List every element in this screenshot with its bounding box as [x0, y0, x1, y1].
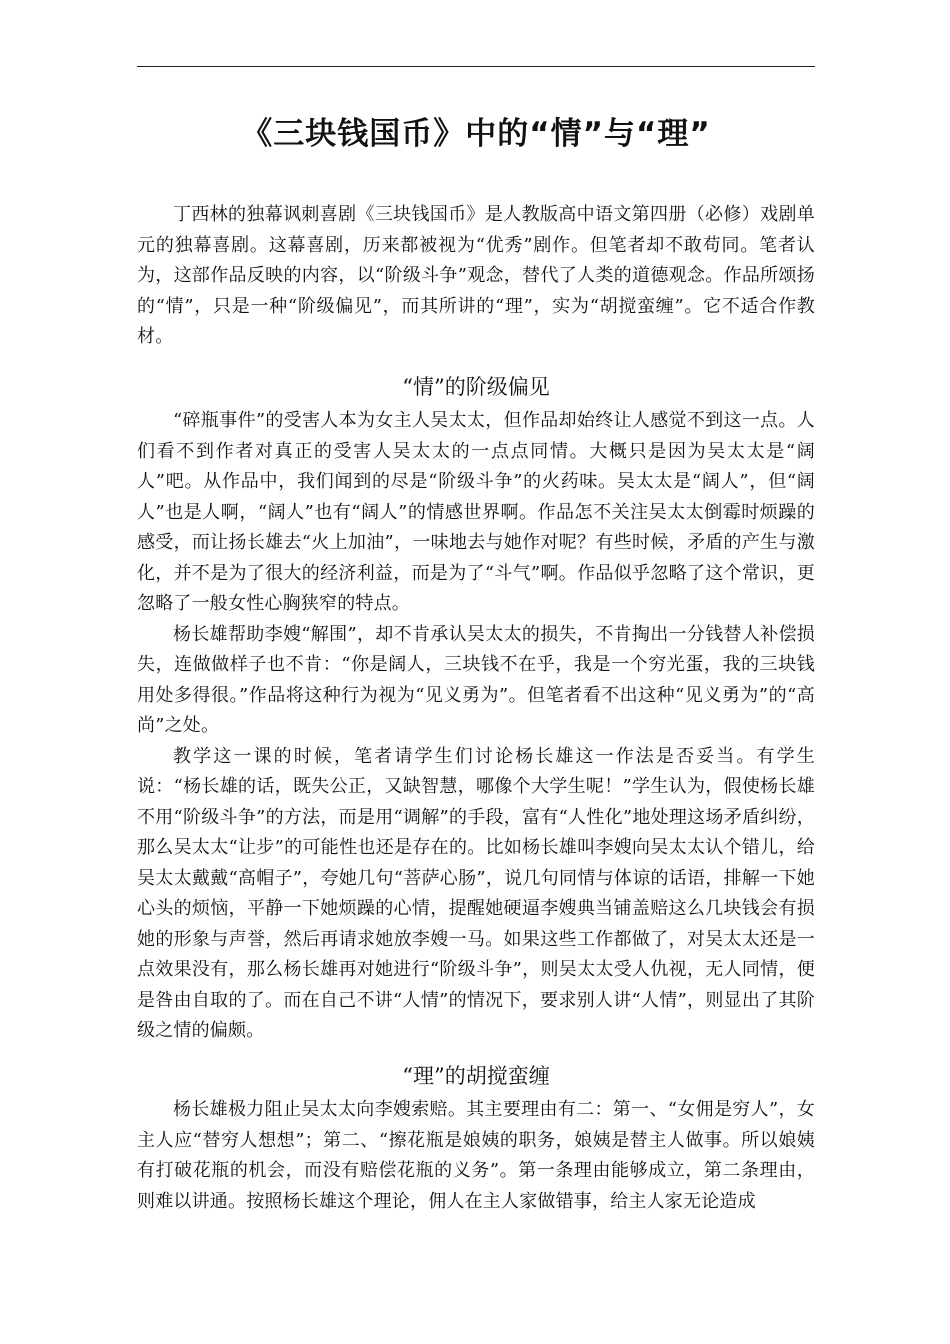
section-heading-qing: “情”的阶级偏见 — [402, 375, 550, 399]
intro-block — [137, 200, 815, 353]
document-title: 《三块钱国币》中的“情”与“理” — [241, 116, 711, 152]
intro-paragraph: 丁西林的独幕讽刺喜剧《三块钱国币》是人教版高中语文第四册（必修）戏剧单元的独幕喜剧。这幕喜剧，历来都被视为“优秀”剧作。但笔者却不敢苟同。笔者认为，这部作品反映的内容，以“阶级斗争”观念，替代了人类的道德观念。作品所颂扬的“情”，只是一种“阶级偏见”，而其所讲的“理”，实为“胡搅蛮缠”。它不适合作教材。 — [137, 204, 815, 347]
section-body-li — [137, 1095, 815, 1217]
paragraph: “碎瓶事件”的受害人本为女主人吴太太，但作品却始终让人感觉不到这一点。人们看不到作者对真正的受害人吴太太的一点点同情。大概只是因为吴太太是“阔人”吧。从作品中，我们闻到的尽是“阶级斗争”的火药味。吴太太是“阔人”，但“阔人”也是人啊，“阔人”也有“阔人”的情感世界啊。作品怎不关注吴太太倒霉时烦躁的感受，而让扬长雄去“火上加油”，一味地去与她作对呢？有些时候，矛盾的产生与激化，并不是为了很大的经济利益，而是为了“斗气”啊。作品似乎忽略了这个常识，更忽略了一般女性心胸狭窄的特点。 — [137, 410, 815, 614]
section-body-qing — [137, 406, 815, 1047]
header-rule — [137, 66, 815, 67]
paragraph: 教学这一课的时候，笔者请学生们讨论杨长雄这一作法是否妥当。有学生说：“杨长雄的话，既失公正，又缺智慧，哪像个大学生呢！”学生认为，假使杨长雄不用“阶级斗争”的方法，而是用“调解”的手段，富有“人性化”地处理这场矛盾纠纷，那么吴太太“让步”的可能性也还是存在的。比如杨长雄叫李嫂向吴太太认个错儿，给吴太太戴戴“高帽子”，夸她几句“菩萨心肠”，说几句同情与体谅的话语，排解一下她心头的烦恼，平静一下她烦躁的心情，提醒她硬逼李嫂典当铺盖赔这么几块钱会有损她的形象与声誉，然后再请求她放李嫂一马。如果这些工作都做了，对吴太太还是一点效果没有，那么杨长雄再对她进行“阶级斗争”，则吴太太受人仇视，无人同情，便是咎由自取的了。而在自己不讲“人情”的情况下，要求别人讲“人情”，则显出了其阶级之情的偏颇。 — [137, 745, 815, 1041]
paragraph: 杨长雄帮助李嫂“解围”，却不肯承认吴太太的损失，不肯掏出一分钱替人补偿损失，连做做样子也不肯：“你是阔人，三块钱不在乎，我是一个穷光蛋，我的三块钱用处多得很。”作品将这种行为视为“见义勇为”。但笔者看不出这种“见义勇为”的“高尚”之处。 — [137, 623, 815, 736]
paragraph: 杨长雄极力阻止吴太太向李嫂索赔。其主要理由有二：第一、“女佣是穷人”，女主人应“替穷人想想”；第二、“擦花瓶是娘姨的职务，娘姨是替主人做事。所以娘姨有打破花瓶的机会，而没有赔偿花瓶的义务”。第一条理由能够成立，第二条理由，则难以讲通。按照杨长雄这个理论，佣人在主人家做错事，给主人家无论造成 — [137, 1099, 815, 1212]
section-heading-li: “理”的胡搅蛮缠 — [402, 1064, 550, 1088]
